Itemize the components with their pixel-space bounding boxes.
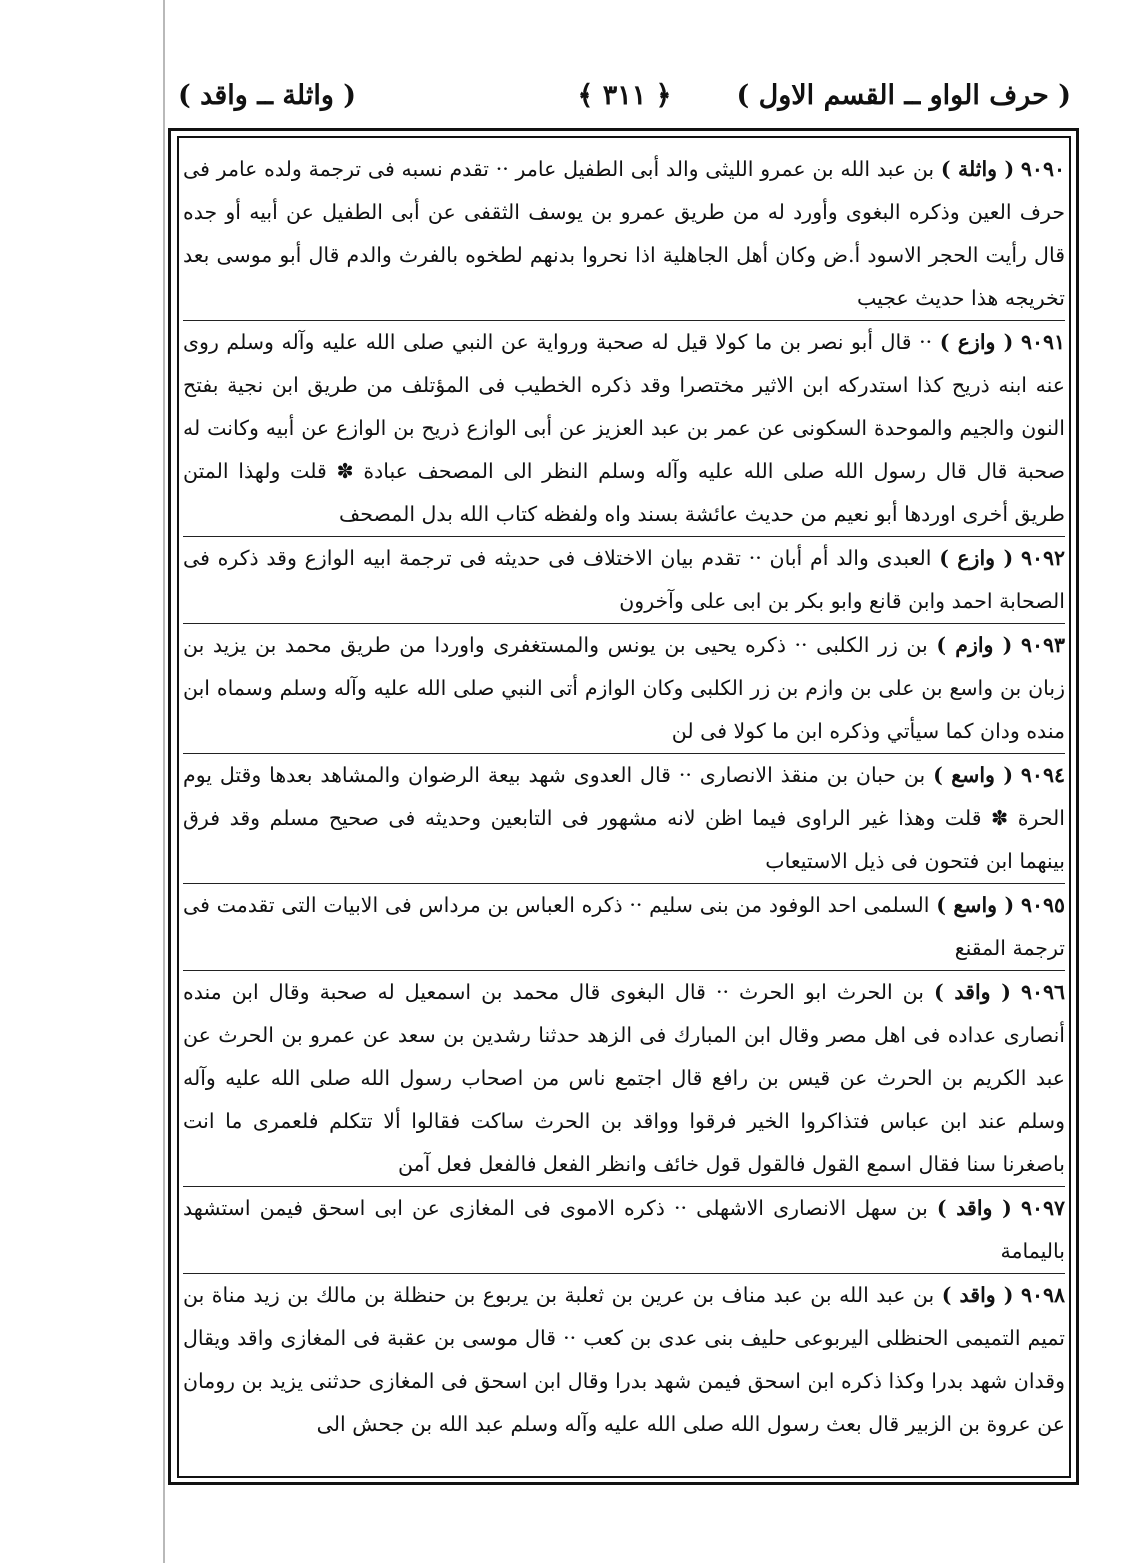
entry-9092 — [183, 537, 1065, 623]
entry-9090 — [183, 148, 1065, 320]
entry-number: ٩٠٩٢ — [1020, 546, 1065, 570]
entry-number: ٩٠٩٠ — [1020, 157, 1065, 181]
entry-number: ٩٠٩٧ — [1020, 1196, 1065, 1220]
entry-text: بن عبد الله بن عبد مناف بن عرين بن ثعلبة بن يربوع بن حنظلة بن مالك بن زيد مناة بن تميم التميمى الحنظلى اليربوعى حليف بنى عدى بن كعب ·· قال موسى بن عقبة فى المغازى واقد ويقال وقدان شهد بدرا وكذا ذكره ابن اسحق فيمن شهد بدرا وقال ابن اسحق فى المغازى حدثنى يزيد بن رومان عن عروة بن الزبير قال بعث رسول الله صلى الله عليه وآله وسلم عبد الله بن جحش الى — [183, 1283, 1065, 1436]
entry-name: ( واسع ) — [936, 893, 1015, 917]
page-number: ﴿ ٣١١ ﴾ — [577, 80, 672, 111]
entry-9093 — [183, 624, 1065, 753]
entry-9094 — [183, 754, 1065, 883]
page-header — [178, 74, 1071, 122]
entry-name: ( وازع ) — [939, 546, 1014, 570]
entry-text: ·· قال أبو نصر بن ما كولا قيل له صحبة ورواية عن النبي صلى الله عليه وآله وسلم روى عنه ابنه ذريح كذا استدركه ابن الاثير مختصرا وقد ذكره الخطيب فى المؤتلف من طريق ابن نجية بفتح النون والجيم والموحدة السكونى عن عمر بن عبد العزيز عن أبى الوازع ذريح بن الوازع عن أبيه وكانت له صحبة قال قال رسول الله صلى الله عليه وآله وسلم النظر الى المصحف عبادة ✽ قلت ولهذا المتن طريق أخرى اوردها أبو نعيم من حديث عائشة بسند واه ولفظه كتاب الله بدل المصحف — [183, 330, 1065, 526]
entry-name: ( وازم ) — [936, 633, 1013, 657]
entry-name: ( واقد ) — [936, 1196, 1012, 1220]
entry-name: ( واقد ) — [941, 1283, 1014, 1307]
page-gutter-line — [163, 0, 165, 1563]
header-entry-range: ( واثلة ــ واقد ) — [178, 80, 357, 111]
entry-9091 — [183, 321, 1065, 536]
entry-9098 — [183, 1274, 1065, 1446]
entry-number: ٩٠٩٦ — [1020, 980, 1065, 1004]
entry-9095 — [183, 884, 1065, 970]
header-section-title: ( حرف الواو ــ القسم الاول ) — [736, 80, 1071, 111]
page-body — [183, 148, 1065, 1473]
entry-text: بن سهل الانصارى الاشهلى ·· ذكره الاموى فى المغازى عن ابى اسحق فيمن استشهد باليمامة — [183, 1196, 1065, 1263]
entry-name: ( واقد ) — [934, 980, 1011, 1004]
entry-9096 — [183, 971, 1065, 1186]
entry-name: ( واسع ) — [933, 763, 1014, 787]
entry-number: ٩٠٩٥ — [1020, 893, 1065, 917]
entry-number: ٩٠٩٤ — [1020, 763, 1065, 787]
entry-9097 — [183, 1187, 1065, 1273]
entry-text: بن عبد الله بن عمرو الليثى والد أبى الطفيل عامر ·· تقدم نسبه فى ترجمة ولده عامر فى حرف العين وذكره البغوى وأورد له من طريق عمرو بن يوسف الثقفى عن أبى الطفيل عن أبيه أو جده قال رأيت الحجر الاسود أ.ض وكان أهل الجاهلية اذا نحروا بدنهم لطخوه بالفرث والدم قال أبو موسى بعد تخريجه هذا حديث عجيب — [183, 157, 1065, 310]
entry-name: ( وازع ) — [939, 330, 1014, 354]
entry-number: ٩٠٩٨ — [1020, 1283, 1065, 1307]
entry-number: ٩٠٩٣ — [1020, 633, 1065, 657]
entry-text: السلمى احد الوفود من بنى سليم ·· ذكره العباس بن مرداس فى الابيات التى تقدمت فى ترجمة المقنع — [183, 893, 1065, 960]
entry-text: بن الحرث ابو الحرث ·· قال البغوى قال محمد بن اسمعيل له صحبة وقال ابن منده أنصارى عداده فى اهل مصر وقال ابن المبارك فى الزهد حدثنا رشدين بن سعد عن عمرو بن الحرث عن عبد الكريم بن الحرث عن قيس بن رافع قال اجتمع ناس من اصحاب رسول الله صلى الله عليه وآله وسلم عند ابن عباس فتذاكروا الخير فرقوا وواقد بن الحرث ساكت فقالوا ألا تتكلم فلعمرى ما انت باصغرنا سنا فقال اسمع القول فالقول قول خائف وانظر الفعل فالفعل فعل آمن — [183, 980, 1065, 1176]
entry-text: بن حبان بن منقذ الانصارى ·· قال العدوى شهد بيعة الرضوان والمشاهد بعدها وقتل يوم الحرة ✽ قلت وهذا غير الراوى فيما اظن لانه مشهور فى التابعين وحديثه فى صحيح مسلم وقد فرق بينهما ابن فتحون فى ذيل الاستيعاب — [183, 763, 1065, 873]
entry-text: بن زر الكلبى ·· ذكره يحيى بن يونس والمستغفرى واوردا من طريق محمد بن يزيد بن زبان بن واسع بن على بن وازم بن زر الكلبى وكان الوازم أتى النبي صلى الله عليه وآله وسلم وسماه ابن منده ودان كما سيأتي وذكره ابن ما كولا فى لن — [183, 633, 1065, 743]
entry-number: ٩٠٩١ — [1020, 330, 1065, 354]
entry-name: ( واثلة ) — [940, 157, 1015, 181]
entry-text: العبدى والد أم أبان ·· تقدم بيان الاختلاف فى حديثه فى ترجمة ابيه الوازع وقد ذكره فى الصحابة احمد وابن قانع وابو بكر بن ابى على وآخرون — [183, 546, 1065, 613]
